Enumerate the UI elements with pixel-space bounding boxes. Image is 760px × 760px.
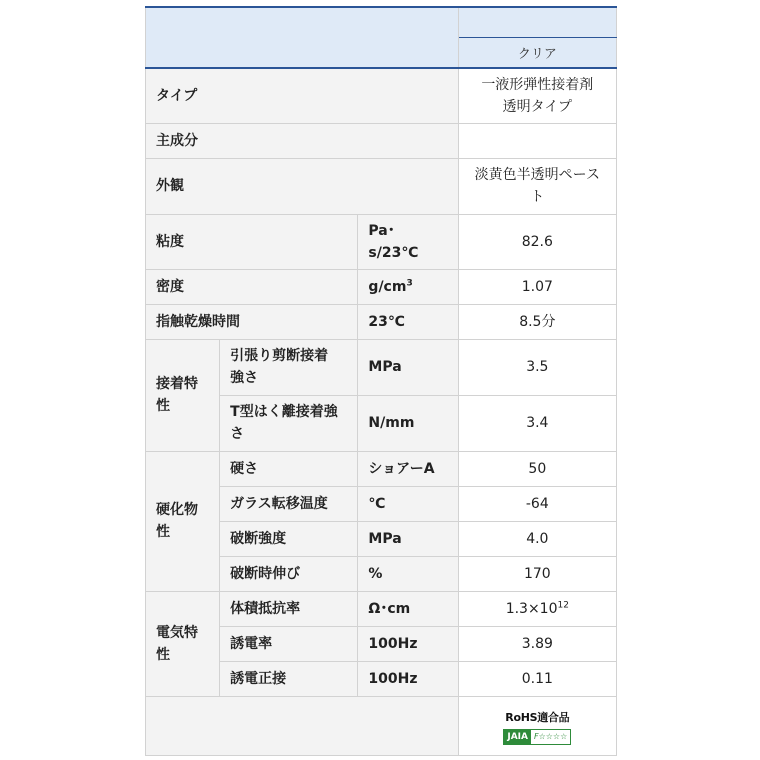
- item-unit: N/mm: [358, 395, 458, 451]
- unit-superscript: 3: [406, 277, 413, 288]
- table-row: [146, 123, 617, 158]
- group-label-line: 性: [156, 398, 170, 414]
- spec-table: [145, 6, 617, 756]
- item-label: 誘電正接: [220, 661, 358, 696]
- item-label: 破断強度: [220, 521, 358, 556]
- group-label-line: 電気特: [156, 624, 198, 641]
- header-blank-cell: [146, 7, 459, 37]
- item-unit: MPa: [358, 521, 458, 556]
- group-label-cured: [146, 451, 220, 591]
- label-line: さ: [230, 426, 245, 442]
- item-value: 4.0: [458, 521, 616, 556]
- rohs-logo: RoHS適合品: [505, 710, 570, 724]
- row-value-tack-free: 8.5分: [458, 304, 616, 339]
- value-line: 淡黄色半透明ペース: [474, 167, 600, 183]
- group-label-line: 性: [156, 646, 170, 663]
- header-blank-right: [458, 7, 616, 37]
- group-label-line: 硬化物: [156, 502, 198, 518]
- item-value: [458, 591, 616, 626]
- label-line: 引張り剪断接着: [230, 348, 329, 364]
- item-unit: Ω･cm: [358, 591, 458, 626]
- row-label-tack-free: 指触乾燥時間: [146, 304, 358, 339]
- group-label-electrical: [146, 591, 220, 696]
- label-line: T型はく離接着強: [230, 404, 338, 420]
- table-row: [146, 304, 617, 339]
- item-unit: %: [358, 556, 458, 591]
- group-label-line: 接着特: [156, 376, 198, 392]
- table-row: [146, 339, 617, 395]
- group-label-line: 性: [156, 524, 170, 540]
- table-row: [146, 269, 617, 304]
- label-line: 強さ: [230, 370, 259, 386]
- item-unit: ℃: [358, 486, 458, 521]
- row-value-density: 1.07: [458, 269, 616, 304]
- row-value-viscosity: 82.6: [458, 214, 616, 269]
- table-row: [146, 68, 617, 123]
- jaia-grade: F☆☆☆☆: [533, 731, 568, 741]
- item-value: 50: [458, 451, 616, 486]
- item-value: 3.4: [458, 395, 616, 451]
- row-value-type: [458, 68, 616, 123]
- item-label: [220, 395, 358, 451]
- row-unit-viscosity: [358, 214, 458, 269]
- item-unit: ショアーA: [358, 451, 458, 486]
- item-value: -64: [458, 486, 616, 521]
- table-header-row: [146, 37, 617, 68]
- row-value-main: [458, 123, 616, 158]
- value-base: 1.3×10: [505, 600, 558, 617]
- certification-cell: [458, 696, 616, 755]
- table-row: [146, 214, 617, 269]
- item-value: 170: [458, 556, 616, 591]
- jaia-badge: [503, 729, 571, 745]
- table-row: [146, 451, 617, 486]
- value-superscript: 12: [557, 599, 569, 610]
- row-label-density: 密度: [146, 269, 358, 304]
- header-column-label: クリア: [458, 37, 616, 68]
- item-unit: MPa: [358, 339, 458, 395]
- item-value: 3.89: [458, 626, 616, 661]
- item-unit: 100Hz: [358, 626, 458, 661]
- row-unit-tack-free: 23℃: [358, 304, 458, 339]
- item-label: 誘電率: [220, 626, 358, 661]
- certification-blank-cell: [146, 696, 459, 755]
- row-label-main: 主成分: [146, 123, 459, 158]
- row-label-type: タイプ: [146, 68, 459, 123]
- row-value-appearance: [458, 158, 616, 214]
- table-row: [146, 591, 617, 626]
- unit-line: Pa･: [368, 222, 395, 239]
- table-row: [146, 696, 617, 755]
- group-label-adhesion: [146, 339, 220, 451]
- table-header-row: [146, 7, 617, 37]
- item-unit: 100Hz: [358, 661, 458, 696]
- item-label: 体積抵抗率: [220, 591, 358, 626]
- item-label: [220, 339, 358, 395]
- value-line: 透明タイプ: [502, 98, 572, 115]
- item-label: ガラス転移温度: [220, 486, 358, 521]
- item-label: 破断時伸び: [220, 556, 358, 591]
- row-label-viscosity: 粘度: [146, 214, 358, 269]
- jaia-label: JAIA: [504, 730, 531, 744]
- header-blank-cell: [146, 37, 459, 68]
- unit-base: g/cm: [368, 278, 407, 295]
- item-label: 硬さ: [220, 451, 358, 486]
- value-line: 一液形弾性接着剤: [481, 76, 594, 93]
- table-row: [146, 158, 617, 214]
- item-value: 0.11: [458, 661, 616, 696]
- value-line: ト: [530, 189, 545, 205]
- item-value: 3.5: [458, 339, 616, 395]
- unit-line: s/23℃: [368, 244, 419, 261]
- row-label-appearance: 外観: [146, 158, 459, 214]
- row-unit-density: [358, 269, 458, 304]
